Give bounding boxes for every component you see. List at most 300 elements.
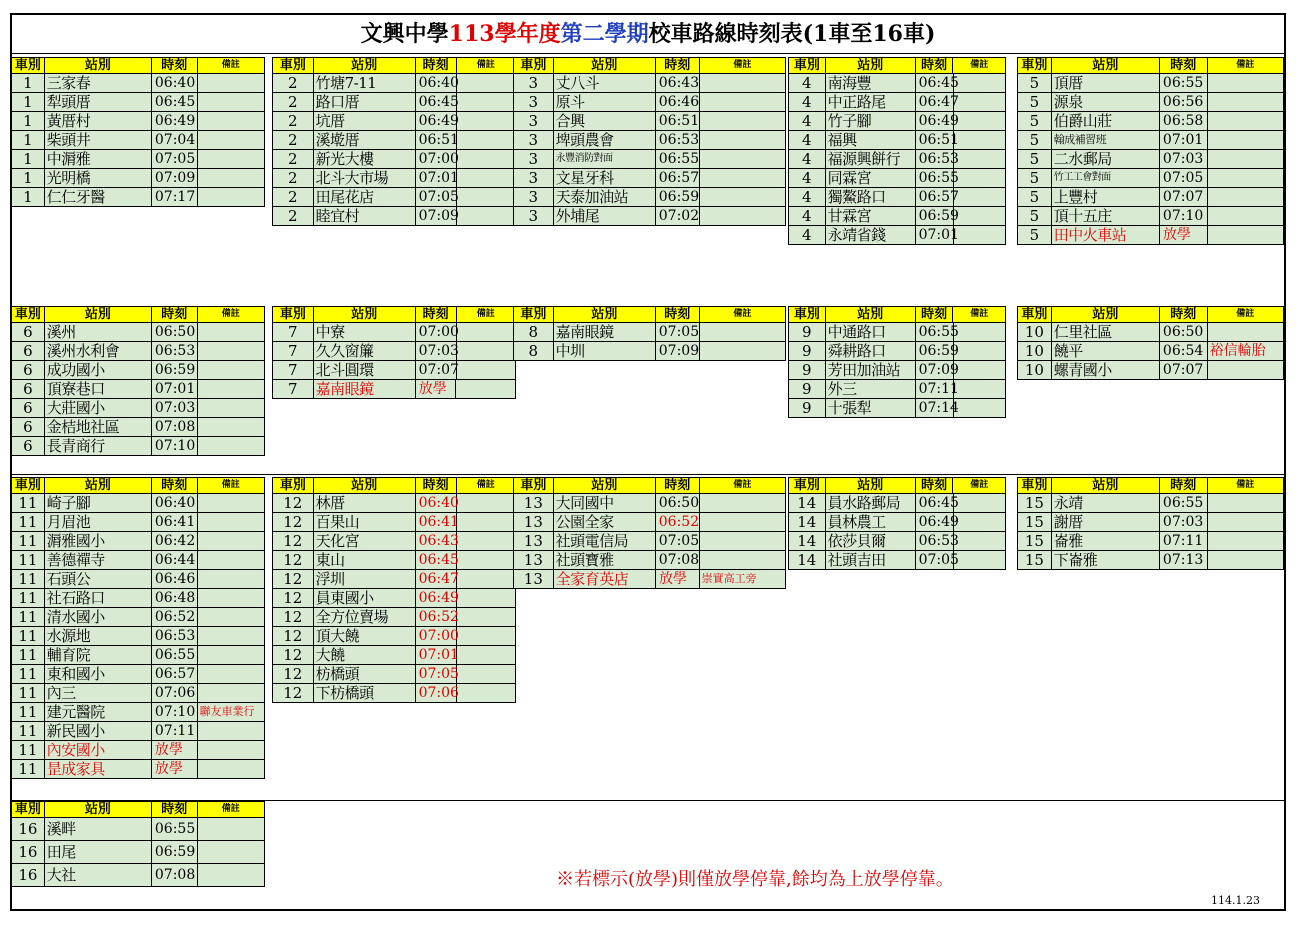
- departure-time: 07:05: [916, 551, 954, 569]
- remark: [954, 207, 1005, 225]
- station-name: 下枋橋頭: [314, 684, 416, 702]
- departure-time: 07:11: [1160, 532, 1208, 550]
- departure-time: 放學: [152, 760, 198, 778]
- remark: [457, 589, 515, 607]
- station-name: 北斗大市場: [314, 169, 416, 187]
- station-name: 永靖省錢: [826, 226, 916, 244]
- car-number: 6: [12, 323, 45, 341]
- table-row: [1017, 494, 1284, 513]
- remark: [700, 207, 785, 225]
- station-name: 新民國小: [45, 722, 152, 740]
- table-row: [11, 818, 265, 841]
- car-number: 3: [514, 93, 554, 111]
- station-name: 大莊國小: [45, 399, 152, 417]
- departure-time: 06:40: [152, 494, 198, 512]
- departure-time: 07:09: [916, 361, 954, 379]
- departure-time: 07:01: [916, 226, 954, 244]
- departure-time: 06:49: [916, 513, 954, 531]
- station-name: 光明橋: [45, 169, 152, 187]
- table-row: [1017, 551, 1284, 570]
- station-name: 員東國小: [314, 589, 416, 607]
- car-number: 2: [273, 207, 314, 225]
- header-remark: 備註: [1236, 60, 1255, 70]
- car-number: 5: [1018, 226, 1052, 244]
- station-name: 東山: [314, 551, 416, 569]
- remark: [198, 513, 264, 531]
- table-row: [272, 150, 516, 169]
- departure-time: 07:01: [152, 380, 198, 398]
- header-remark: 備註: [1236, 309, 1255, 319]
- departure-time: 07:05: [656, 323, 700, 341]
- header-remark: 備註: [221, 60, 240, 70]
- remark: [198, 188, 264, 206]
- station-name: 中正路尾: [826, 93, 916, 111]
- remark: [954, 188, 1005, 206]
- car-number: 5: [1018, 112, 1052, 130]
- car-number: 6: [12, 399, 45, 417]
- station-name: 林厝: [314, 494, 416, 512]
- table-row: [272, 513, 516, 532]
- remark: [457, 188, 515, 206]
- remark: [198, 646, 264, 664]
- car-number: 3: [514, 112, 554, 130]
- header-car: 車別: [789, 478, 826, 493]
- header-car: 車別: [273, 307, 314, 322]
- remark: [198, 93, 264, 111]
- table-row: [1017, 323, 1284, 342]
- header-time: 時刻: [152, 802, 198, 817]
- departure-time: 06:59: [656, 188, 700, 206]
- car-number: 9: [789, 323, 826, 341]
- remark: [1208, 188, 1283, 206]
- table-row: [272, 380, 516, 399]
- route-table-14: [788, 477, 1006, 570]
- station-name: 福興: [826, 131, 916, 149]
- table-row: [11, 589, 265, 608]
- table-row: [788, 131, 1006, 150]
- car-number: 11: [12, 722, 45, 740]
- station-name: 大社: [45, 864, 152, 886]
- header-time: 時刻: [1160, 478, 1208, 493]
- station-name: 南海豐: [826, 74, 916, 92]
- remark: [198, 150, 264, 168]
- car-number: 10: [1018, 342, 1052, 360]
- car-number: 3: [514, 169, 554, 187]
- table-header: [272, 306, 516, 323]
- car-number: 12: [273, 532, 314, 550]
- car-number: 13: [514, 570, 554, 588]
- car-number: 2: [273, 150, 314, 168]
- remark: [700, 169, 785, 187]
- table-row: [272, 532, 516, 551]
- car-number: 1: [12, 150, 45, 168]
- car-number: 3: [514, 150, 554, 168]
- car-number: 16: [12, 818, 45, 840]
- remark: [457, 627, 515, 645]
- remark: [1208, 112, 1283, 130]
- header-time: 時刻: [152, 58, 198, 73]
- station-name: 頂大饒: [314, 627, 416, 645]
- car-number: 12: [273, 665, 314, 683]
- header-remark: 備註: [476, 309, 495, 319]
- header-station: 站別: [314, 58, 416, 73]
- car-number: 12: [273, 570, 314, 588]
- table-row: [788, 207, 1006, 226]
- route-table-11: [11, 477, 265, 779]
- departure-time: 06:42: [152, 532, 198, 550]
- car-number: 11: [12, 684, 45, 702]
- table-row: [513, 494, 786, 513]
- header-remark: 備註: [733, 60, 752, 70]
- route-table-15: [1017, 477, 1284, 570]
- station-name: 東和國小: [45, 665, 152, 683]
- station-name: 嘉南眼鏡: [314, 380, 416, 398]
- departure-time: 07:11: [152, 722, 198, 740]
- route-table-5: [1017, 57, 1284, 245]
- header-time: 時刻: [1160, 307, 1208, 322]
- departure-time: 07:00: [416, 323, 457, 341]
- station-name: 成功國小: [45, 361, 152, 379]
- table-row: [513, 74, 786, 93]
- remark: [700, 74, 785, 92]
- table-row: [272, 188, 516, 207]
- station-name: 黃厝村: [45, 112, 152, 130]
- table-row: [11, 551, 265, 570]
- table-row: [1017, 150, 1284, 169]
- departure-time: 07:11: [916, 380, 954, 398]
- car-number: 6: [12, 437, 45, 455]
- remark: [457, 207, 515, 225]
- departure-time: 放學: [1160, 226, 1208, 244]
- departure-time: 07:05: [416, 665, 457, 683]
- car-number: 2: [273, 188, 314, 206]
- table-row: [513, 551, 786, 570]
- departure-time: 06:51: [916, 131, 954, 149]
- departure-time: 06:52: [152, 608, 198, 626]
- station-name: 合興: [554, 112, 656, 130]
- table-header: [11, 477, 265, 494]
- departure-time: 06:51: [656, 112, 700, 130]
- table-row: [788, 380, 1006, 399]
- table-row: [11, 131, 265, 150]
- departure-time: 07:14: [916, 399, 954, 417]
- route-table-8: [513, 306, 786, 361]
- departure-time: 06:55: [1160, 494, 1208, 512]
- car-number: 5: [1018, 74, 1052, 92]
- remark: [457, 131, 515, 149]
- station-name: 甘霖宮: [826, 207, 916, 225]
- car-number: 12: [273, 608, 314, 626]
- departure-time: 07:10: [152, 703, 198, 721]
- station-name: 溪州水利會: [45, 342, 152, 360]
- departure-time: 06:55: [916, 169, 954, 187]
- table-row: [272, 323, 516, 342]
- table-row: [513, 93, 786, 112]
- table-row: [513, 532, 786, 551]
- departure-time: 07:01: [416, 646, 457, 664]
- route-table-13: [513, 477, 786, 589]
- remark: [700, 551, 785, 569]
- remark: [198, 665, 264, 683]
- table-row: [11, 684, 265, 703]
- table-row: [272, 570, 516, 589]
- remark: [457, 551, 515, 569]
- table-row: [272, 361, 516, 380]
- departure-time: 06:41: [416, 513, 457, 531]
- departure-time: 06:53: [916, 150, 954, 168]
- header-station: 站別: [314, 307, 416, 322]
- departure-time: 07:02: [656, 207, 700, 225]
- remark: [198, 323, 264, 341]
- table-row: [788, 342, 1006, 361]
- car-number: 3: [514, 74, 554, 92]
- header-car: 車別: [514, 478, 554, 493]
- table-row: [513, 207, 786, 226]
- departure-time: 06:40: [152, 74, 198, 92]
- route-table-12: [272, 477, 516, 703]
- header-station: 站別: [1052, 58, 1160, 73]
- table-row: [272, 74, 516, 93]
- header-car: 車別: [789, 307, 826, 322]
- departure-time: 06:46: [152, 570, 198, 588]
- station-name: 仁仁牙醫: [45, 188, 152, 206]
- car-number: 5: [1018, 207, 1052, 225]
- header-station: 站別: [554, 307, 656, 322]
- departure-time: 06:59: [916, 207, 954, 225]
- remark: [1208, 150, 1283, 168]
- table-row: [272, 207, 516, 226]
- table-header: [1017, 477, 1284, 494]
- remark: [954, 112, 1005, 130]
- departure-time: 07:09: [656, 342, 700, 360]
- station-name: 崙雅: [1052, 532, 1160, 550]
- table-row: [272, 646, 516, 665]
- car-number: 5: [1018, 188, 1052, 206]
- station-name: 輔育院: [45, 646, 152, 664]
- station-name: 中通路口: [826, 323, 916, 341]
- remark: [198, 532, 264, 550]
- car-number: 1: [12, 112, 45, 130]
- header-time: 時刻: [152, 307, 198, 322]
- remark: [198, 418, 264, 436]
- remark: [1208, 513, 1283, 531]
- car-number: 15: [1018, 494, 1052, 512]
- table-row: [788, 494, 1006, 513]
- table-row: [788, 169, 1006, 188]
- car-number: 2: [273, 93, 314, 111]
- route-table-6: [11, 306, 265, 456]
- table-row: [1017, 93, 1284, 112]
- remark: [700, 112, 785, 130]
- station-name: 頂十五庄: [1052, 207, 1160, 225]
- remark: [457, 93, 515, 111]
- remark: [954, 494, 1005, 512]
- car-number: 7: [273, 342, 314, 360]
- table-row: [11, 513, 265, 532]
- table-row: [11, 665, 265, 684]
- header-remark: 備註: [476, 60, 495, 70]
- remark: [457, 570, 515, 588]
- header-station: 站別: [45, 802, 152, 817]
- departure-time: 07:03: [1160, 513, 1208, 531]
- car-number: 11: [12, 513, 45, 531]
- table-header: [513, 477, 786, 494]
- station-name: 全家育英店: [554, 570, 656, 588]
- table-row: [513, 188, 786, 207]
- station-name: 崎子腳: [45, 494, 152, 512]
- departure-time: 06:51: [416, 131, 457, 149]
- route-table-7: [272, 306, 516, 399]
- table-row: [788, 551, 1006, 570]
- remark: [198, 760, 264, 778]
- table-row: [1017, 532, 1284, 551]
- station-name: 坑厝: [314, 112, 416, 130]
- station-name: 原斗: [554, 93, 656, 111]
- remark: [700, 323, 785, 341]
- station-name: 石頭公: [45, 570, 152, 588]
- station-name: 社石路口: [45, 589, 152, 607]
- car-number: 8: [514, 323, 554, 341]
- car-number: 1: [12, 131, 45, 149]
- station-name: 源泉: [1052, 93, 1160, 111]
- table-row: [1017, 169, 1284, 188]
- table-row: [1017, 112, 1284, 131]
- station-name: 員林農工: [826, 513, 916, 531]
- departure-time: 07:03: [1160, 150, 1208, 168]
- header-car: 車別: [12, 802, 45, 817]
- remark: [457, 74, 515, 92]
- header-car: 車別: [1018, 307, 1052, 322]
- header-remark: 備註: [221, 309, 240, 319]
- header-remark: 備註: [221, 480, 240, 490]
- table-row: [11, 437, 265, 456]
- station-name: 犁頭厝: [45, 93, 152, 111]
- remark: [954, 361, 1005, 379]
- header-remark: 備註: [970, 60, 989, 70]
- car-number: 8: [514, 342, 554, 360]
- departure-time: 06:47: [916, 93, 954, 111]
- station-name: 竹子腳: [826, 112, 916, 130]
- station-name: 永靖: [1052, 494, 1160, 512]
- departure-time: 06:48: [152, 589, 198, 607]
- table-row: [11, 703, 265, 722]
- car-number: 7: [273, 380, 314, 398]
- remark: [1208, 207, 1283, 225]
- table-header: [788, 477, 1006, 494]
- car-number: 11: [12, 760, 45, 778]
- departure-time: 07:05: [416, 188, 457, 206]
- car-number: 9: [789, 342, 826, 360]
- table-row: [272, 112, 516, 131]
- car-number: 4: [789, 226, 826, 244]
- departure-time: 07:06: [152, 684, 198, 702]
- departure-time: 06:47: [416, 570, 457, 588]
- departure-time: 06:41: [152, 513, 198, 531]
- remark: [1208, 74, 1283, 92]
- remark: [1208, 323, 1283, 341]
- departure-time: 06:52: [656, 513, 700, 531]
- remark: [700, 150, 785, 168]
- car-number: 4: [789, 207, 826, 225]
- remark: [198, 684, 264, 702]
- station-name: 內安國小: [45, 741, 152, 759]
- car-number: 6: [12, 342, 45, 360]
- departure-time: 07:10: [152, 437, 198, 455]
- car-number: 16: [12, 864, 45, 886]
- header-remark: 備註: [970, 309, 989, 319]
- remark: [198, 741, 264, 759]
- remark: [954, 342, 1005, 360]
- station-name: 金桔地社區: [45, 418, 152, 436]
- station-name: 浮圳: [314, 570, 416, 588]
- remark: [700, 188, 785, 206]
- page-title: [10, 14, 1286, 54]
- table-row: [788, 188, 1006, 207]
- remark: [457, 665, 515, 683]
- remark: [1208, 169, 1283, 187]
- remark: [1208, 532, 1283, 550]
- remark: [198, 131, 264, 149]
- departure-time: 06:55: [152, 818, 198, 840]
- car-number: 11: [12, 608, 45, 626]
- car-number: 4: [789, 188, 826, 206]
- table-row: [788, 112, 1006, 131]
- car-number: 5: [1018, 169, 1052, 187]
- table-row: [1017, 131, 1284, 150]
- table-row: [788, 150, 1006, 169]
- car-number: 12: [273, 494, 314, 512]
- table-header: [272, 57, 516, 74]
- table-row: [1017, 342, 1284, 361]
- table-row: [272, 93, 516, 112]
- departure-time: 06:40: [416, 494, 457, 512]
- table-header: [513, 306, 786, 323]
- car-number: 5: [1018, 93, 1052, 111]
- table-row: [788, 226, 1006, 245]
- car-number: 11: [12, 551, 45, 569]
- station-name: 天化宮: [314, 532, 416, 550]
- table-row: [11, 112, 265, 131]
- departure-time: 06:50: [152, 323, 198, 341]
- departure-time: 07:05: [152, 150, 198, 168]
- route-table-2: [272, 57, 516, 226]
- table-row: [11, 570, 265, 589]
- departure-time: 07:05: [656, 532, 700, 550]
- remark: [198, 169, 264, 187]
- station-name: 福源興餅行: [826, 150, 916, 168]
- departure-time: 06:45: [416, 551, 457, 569]
- car-number: 6: [12, 380, 45, 398]
- station-name: 舜耕路口: [826, 342, 916, 360]
- station-name: 長青商行: [45, 437, 152, 455]
- departure-time: 07:17: [152, 188, 198, 206]
- remark: [456, 380, 515, 398]
- table-header: [11, 801, 265, 818]
- departure-time: 07:06: [416, 684, 457, 702]
- table-row: [11, 93, 265, 112]
- station-name: 溪州: [45, 323, 152, 341]
- car-number: 12: [273, 513, 314, 531]
- remark: [1208, 226, 1283, 244]
- station-name: 漘雅國小: [45, 532, 152, 550]
- car-number: 1: [12, 93, 45, 111]
- station-name: 大同國中: [554, 494, 656, 512]
- station-name: 田尾花店: [314, 188, 416, 206]
- remark: [457, 342, 515, 360]
- table-row: [1017, 361, 1284, 380]
- station-name: 饒平: [1052, 342, 1160, 360]
- route-table-9: [788, 306, 1006, 418]
